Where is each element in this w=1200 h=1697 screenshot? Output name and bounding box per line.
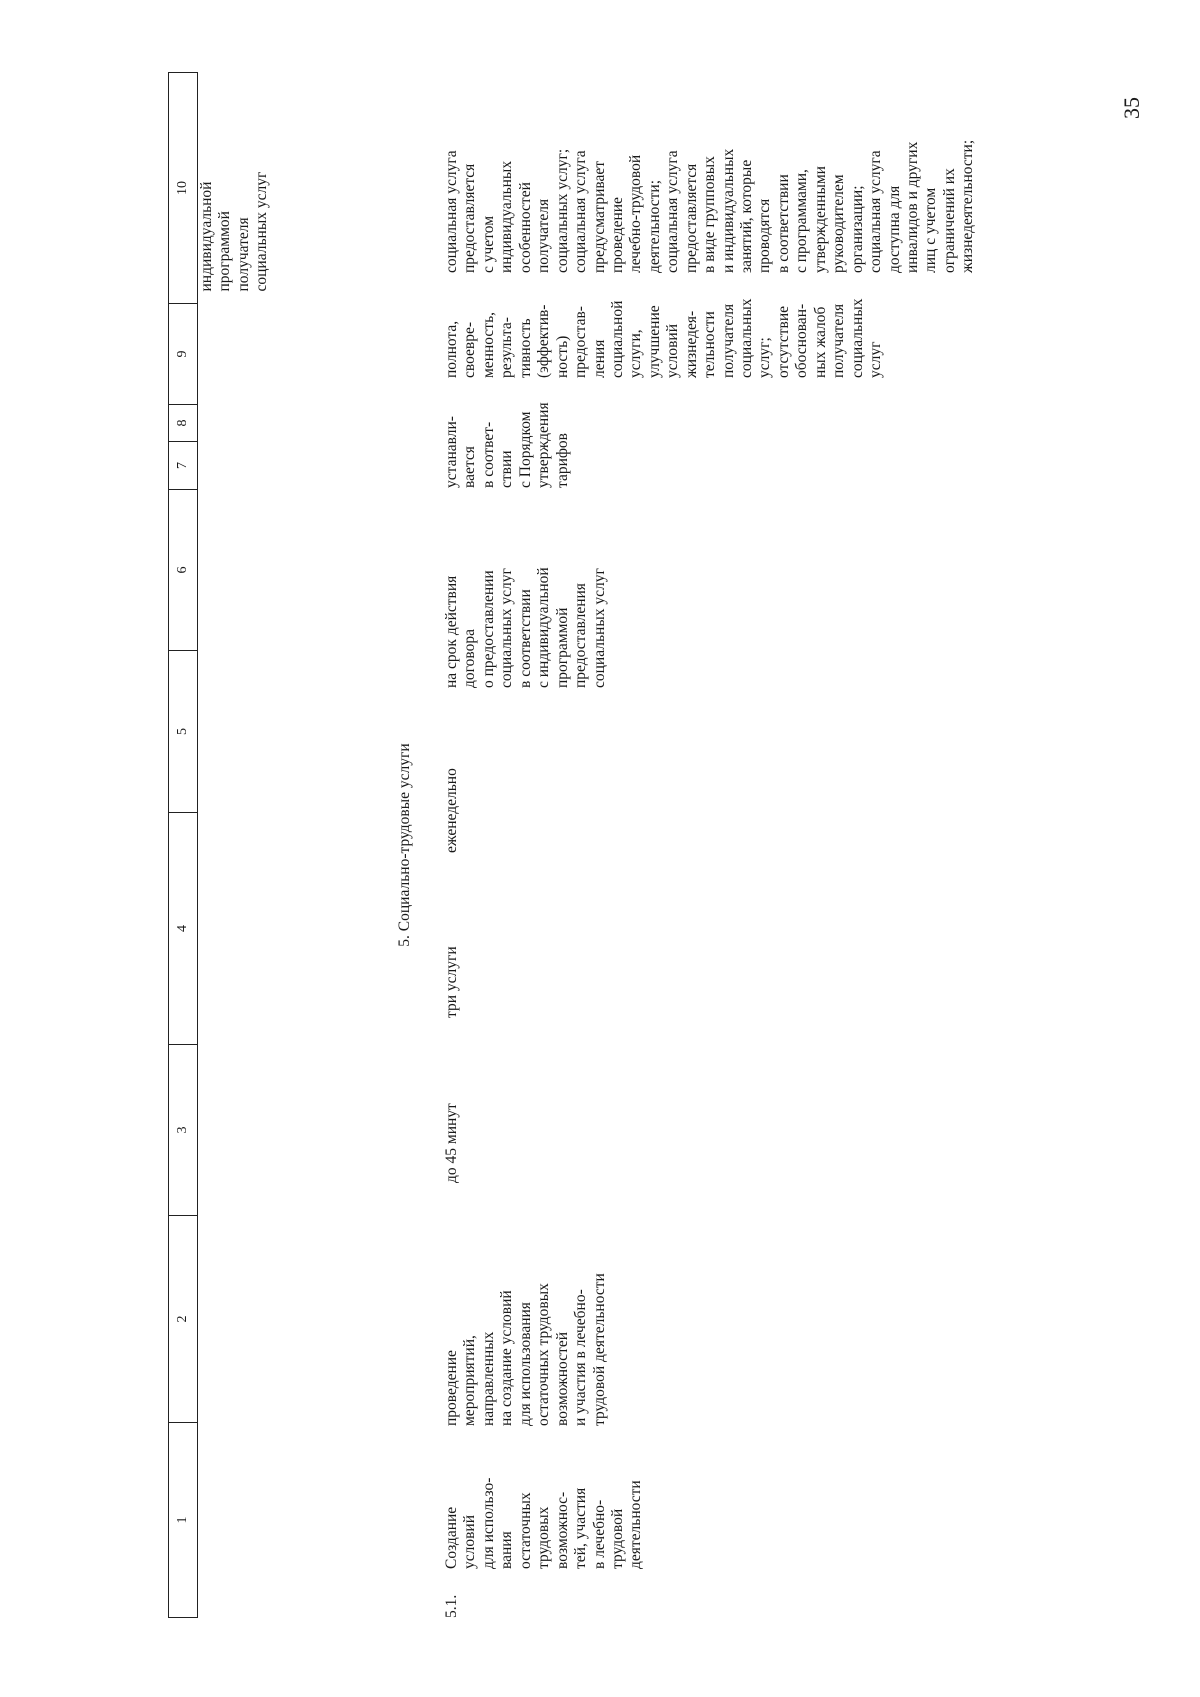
column-number: 10: [169, 73, 198, 304]
column-number: 3: [169, 1045, 198, 1216]
service-duration: до 45 минут: [443, 1103, 460, 1183]
column-number: 7: [169, 442, 198, 490]
column-number: 5: [169, 651, 198, 813]
column-number-header-row: [169, 73, 198, 1618]
column-number: 6: [169, 490, 198, 651]
service-description: проведение мероприятий, направленных на создание условий для использования остаточных трудовых возможностей и участия в лечебно- трудовой деятельности: [443, 1273, 608, 1426]
service-number: 5.1.: [443, 1594, 460, 1618]
service-frequency: еженедельно: [443, 768, 460, 853]
column-number: 8: [169, 405, 198, 442]
page-number: 35: [1119, 97, 1144, 119]
service-tariff: устанавли- вается в соответ- ствии с Порядком утверждения тарифов: [443, 402, 571, 488]
service-row-table: [443, 73, 978, 1618]
column-number: 1: [169, 1423, 198, 1618]
column-number: 4: [169, 813, 198, 1045]
service-name: Создание условий для использо- вания остаточных трудовых возможнос- тей, участия в лечебно- трудовой деятельности: [443, 1477, 645, 1569]
services-table: [168, 72, 433, 1618]
rotated-page-content: [168, 73, 1068, 1618]
service-conditions: социальная услуга предоставляется с учетом индивидуальных особенностей получателя социальных услуг; социальная услуга предусматривает проведение лечебно-трудовой деятельности; социальная услуга предоставляется в виде групповых и индивидуальных занятий, которые проводятся в соответствии с программами, утвержденными руководителем организации; социальная услуга доступна для инвалидов и других лиц с учетом ограничений их жизнедеятельности;: [443, 139, 977, 273]
column-number: 2: [169, 1216, 198, 1423]
section-title: 5. Социально-трудовые услуги: [396, 743, 414, 947]
column-number: 9: [169, 304, 198, 405]
service-volume: три услуги: [443, 946, 460, 1018]
service-term: на срок действия договора о предоставлении социальных услуг в соответствии с индивидуальной программой предоставления социальных услуг: [443, 567, 608, 688]
service-quality-indicators: полнота, своевре- менность, результа- тивность (эффектив- ность) предостав- ления социальной услуги, улучшение условий жизнедея- тельности получателя социальных услуг; отсутствие обоснован- ных жалоб получателя социальных услуг: [443, 298, 885, 378]
continuation-row: [198, 73, 379, 1618]
service-row: [443, 73, 978, 1618]
section-heading-row: [378, 73, 433, 1618]
continuation-text: индивидуальной программой получателя социальных услуг: [198, 171, 271, 292]
